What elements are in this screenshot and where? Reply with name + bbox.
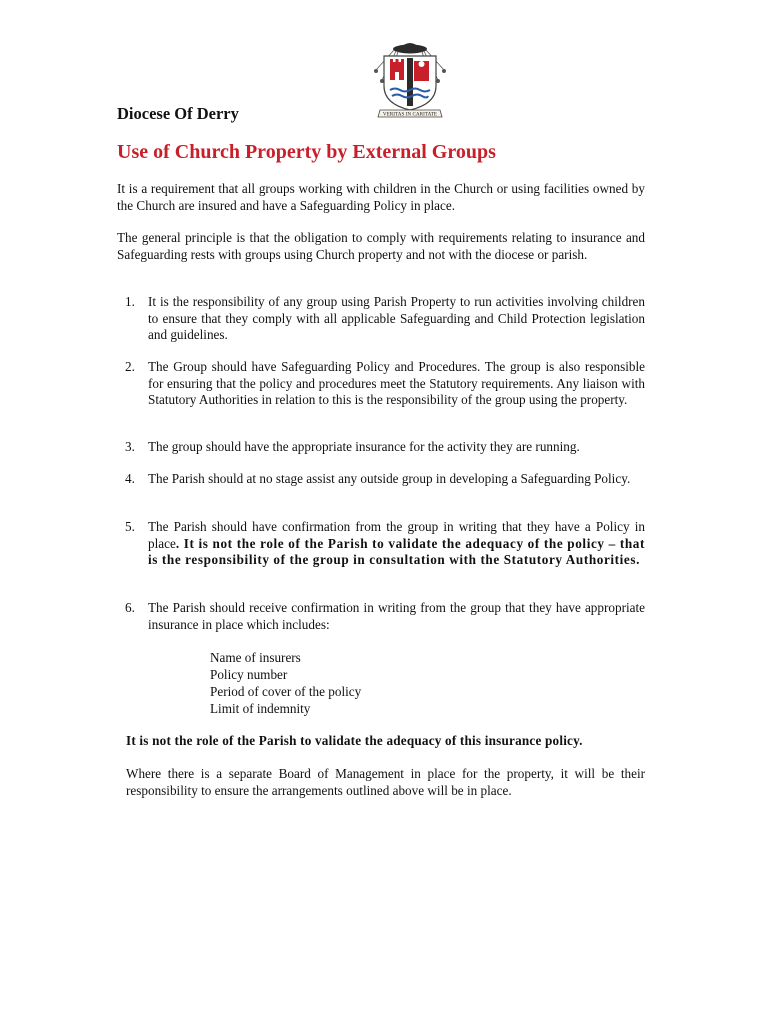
insurance-detail-item: Limit of indemnity [210,701,311,716]
list-item [117,439,645,456]
list-item-number: 5. [125,519,135,534]
list-item [117,600,645,633]
diocese-crest-icon [362,40,458,120]
insurance-note: It is not the role of the Parish to validate the adequacy of this insurance policy. [126,733,583,748]
organization-name: Diocese Of Derry [117,104,239,123]
list-item-text: The group should have the appropriate insurance for the activity they are running. [148,439,580,454]
list-item-text: The Parish should at no stage assist any outside group in developing a Safeguarding Policy. [148,471,631,486]
svg-text:VERITAS IN CARITATE: VERITAS IN CARITATE [382,111,438,118]
list-item-text: It is the responsibility of any group using Parish Property to run activities involving children to ensure that they comply with all applicable Safeguarding and Child Protection legislation and guidelines. [148,294,645,342]
list-item-text-plain: The Parish should have confirmation from the group in writing that they have a Policy in place [148,519,645,551]
list-item-text-emphasis: . It is not the role of the Parish to validate the adequacy of the policy – that is the responsibility of the group in consultation with the Statutory Authorities. [148,535,645,567]
list-item-number: 4. [125,471,135,486]
list-item [117,359,645,409]
insurance-detail-item: Name of insurers [210,650,301,665]
list-item [117,294,645,344]
insurance-detail-item: Policy number [210,667,288,682]
closing-paragraph: Where there is a separate Board of Management in place for the property, it will be their responsibility to ensure the arrangements outlined above will be in place. [126,766,645,798]
list-item [117,471,645,488]
list-item-number: 1. [125,294,135,309]
intro-paragraph-requirement: It is a requirement that all groups working with children in the Church or using facilities owned by the Church are insured and have a Safeguarding Policy in place. [117,181,645,213]
page-title: Use of Church Property by External Groups [117,141,496,163]
insurance-details-list [210,649,361,717]
insurance-detail-item: Period of cover of the policy [210,684,362,699]
list-item-number: 2. [125,359,135,374]
list-item [117,519,645,569]
list-item-text: The Parish should receive confirmation in writing from the group that they have appropriate insurance in place which includes: [148,600,645,632]
intro-paragraph-principle: The general principle is that the obligation to comply with requirements relating to insurance and Safeguarding rests with groups using Church property and not with the diocese or parish. [117,230,645,262]
list-item-text [148,519,645,569]
list-item-text: The Group should have Safeguarding Policy and Procedures. The group is also responsible for ensuring that the policy and procedures meet the Statutory requirements. Any liaison with Statutory Authorities in relation to this is the responsibility of the group using the property. [148,359,645,407]
list-item-number: 6. [125,600,135,615]
list-item-number: 3. [125,439,135,454]
